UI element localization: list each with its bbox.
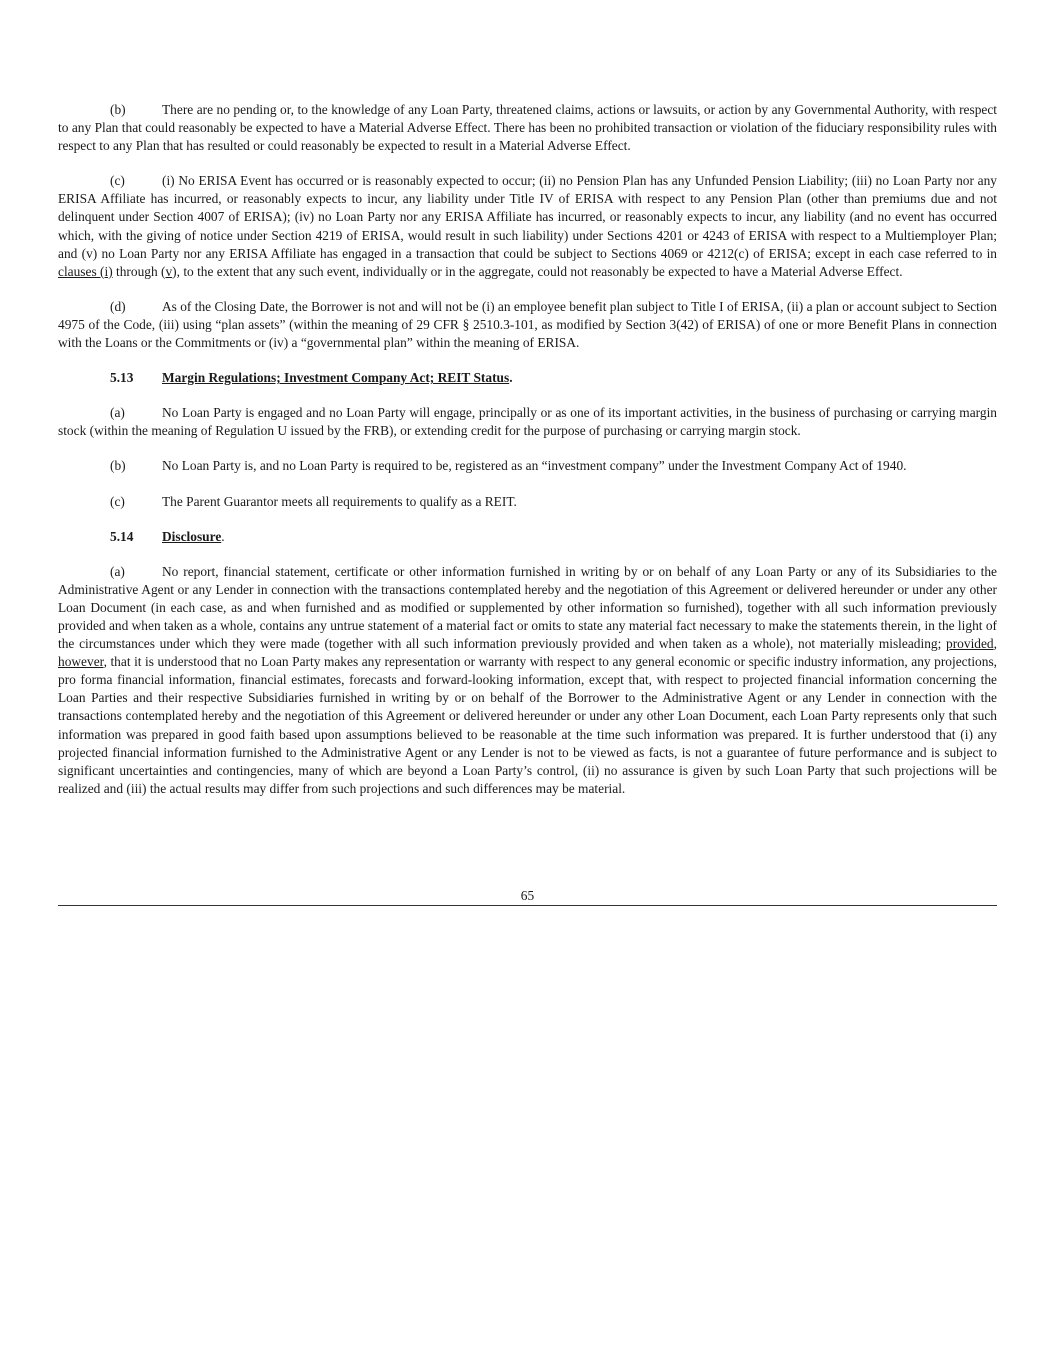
section-title: Margin Regulations; Investment Company Act; REIT Status	[162, 370, 510, 386]
clause-text: No Loan Party is, and no Loan Party is required to be, registered as an “investment company” under the Investment Company Act of 1940.	[162, 458, 907, 474]
however-term: however	[58, 654, 104, 670]
clause-text: ,	[993, 636, 997, 652]
section-number: 5.13	[110, 370, 134, 386]
paragraph-5-13-c	[58, 493, 997, 511]
paragraph-5-12-c	[58, 172, 997, 281]
clause-label: (c)	[110, 493, 125, 509]
section-title-end: .	[509, 370, 513, 386]
clause-text: , that it is understood that no Loan Party makes any representation or warranty with respect to any general economic or specific industry information, any projections, pro forma financial information, financial estimates, forecasts and forward-looking information, except that, with respect to projected financial information concerning the Loan Parties and their respective Subsidiaries furnished in writing by or on behalf of the Borrower to the Administrative Agent or any Lender in connection with the transactions contemplated hereby and the negotiation of this Agreement or delivered hereunder or under any other Loan Document, each Loan Party represents only that such information was prepared in good faith based upon assumptions believed to be reasonable at the time such information was prepared. It is further understood that (i) any projected financial information furnished to the Administrative Agent or any Lender is not to be viewed as facts, is not a guarantee of future performance and is subject to significant uncertainties and contingencies, many of which are beyond a Loan Party’s control, (ii) no assurance is given by such Loan Party that such projections will be realized and (iii) the actual results may differ from such projections and such differences may be material.	[58, 654, 997, 796]
clause-reference-i: clauses (i)	[58, 263, 113, 279]
page-number: 65	[520, 888, 535, 903]
clause-label: (a)	[110, 563, 125, 579]
clause-text: There are no pending or, to the knowledge of any Loan Party, threatened claims, actions or lawsuits, or action by any Governmental Authority, with respect to any Plan that could reasonably be expected to have a Material Adverse Effect. There has been no prohibited transaction or violation of the fiduciary responsibility rules with respect to any Plan that has resulted or could reasonably be expected to result in a Material Adverse Effect.	[58, 102, 997, 154]
clause-label: (b)	[110, 458, 126, 474]
clause-label: (b)	[110, 102, 126, 117]
document-page	[58, 101, 997, 798]
section-heading-5-14	[58, 528, 997, 546]
clause-label: (a)	[110, 405, 125, 421]
paragraph-5-13-a	[58, 404, 997, 440]
section-title: Disclosure	[162, 528, 222, 544]
section-heading-5-13	[58, 369, 997, 387]
clause-text: No report, financial statement, certificate or other information furnished in writing by or on behalf of any Loan Party or any of its Subsidiaries to the Administrative Agent or any Lender in connection with the transactions contemplated hereby and the negotiation of this Agreement or delivered hereunder or under any other Loan Document (in each case, as and when furnished and as modified or supplemented by other information so furnished), together with all such information previously provided and when taken as a whole, contains any untrue statement of a material fact or omits to state any material fact necessary to make the statements therein, in the light of the circumstances under which they were made (together with all such information previously provided and when taken as a whole), not materially misleading;	[58, 563, 997, 652]
clause-text: As of the Closing Date, the Borrower is not and will not be (i) an employee benefit plan subject to Title I of ERISA, (ii) a plan or account subject to Section 4975 of the Code, (iii) using “plan assets” (within the meaning of 29 CFR § 2510.3-101, as modified by Section 3(42) of ERISA) of one or more Benefit Plans in connection with the Loans or the Commitments or (iv) a “governmental plan” within the meaning of ERISA.	[58, 298, 997, 351]
paragraph-5-13-b	[58, 457, 997, 475]
section-title-end: .	[221, 528, 225, 544]
clause-label: (c)	[110, 173, 125, 189]
clause-text: (i) No ERISA Event has occurred or is reasonably expected to occur; (ii) no Pension Plan has any Unfunded Pension Liability; (iii) no Loan Party nor any ERISA Affiliate has incurred, or reasonably expects to incur, any liability under Title IV of ERISA with respect to any Pension Plan (other than premiums due and not delinquent under Section 4007 of ERISA); (iv) no Loan Party nor any ERISA Affiliate has incurred, or reasonably expects to incur, any liability (and no event has occurred which, with the giving of notice under Section 4219 of ERISA, would result in such liability) under Sections 4201 or 4243 of ERISA with respect to a Multiemployer Plan; and (v) no Loan Party nor any ERISA Affiliate has engaged in a transaction that could be subject to Sections 4069 or 4212(c) of ERISA; except in each case referred to in	[58, 173, 997, 261]
clause-label: (d)	[110, 298, 126, 314]
clause-text: ), to the extent that any such event, individually or in the aggregate, could not reasonably be expected to have a Material Adverse Effect.	[172, 263, 903, 279]
paragraph-5-14-a	[58, 563, 997, 798]
paragraph-5-12-d	[58, 298, 997, 352]
clause-text: through (	[112, 263, 166, 279]
provided-term: provided	[946, 636, 994, 652]
clause-text: The Parent Guarantor meets all requirements to qualify as a REIT.	[162, 493, 517, 509]
clause-text: No Loan Party is engaged and no Loan Party will engage, principally or as one of its important activities, in the business of purchasing or carrying margin stock (within the meaning of Regulation U issued by the FRB), or extending credit for the purpose of purchasing or carrying margin stock.	[58, 405, 997, 439]
section-number: 5.14	[110, 528, 134, 544]
paragraph-5-12-b	[58, 101, 997, 155]
footer-divider	[58, 905, 997, 906]
clause-reference-v: v	[165, 263, 173, 279]
